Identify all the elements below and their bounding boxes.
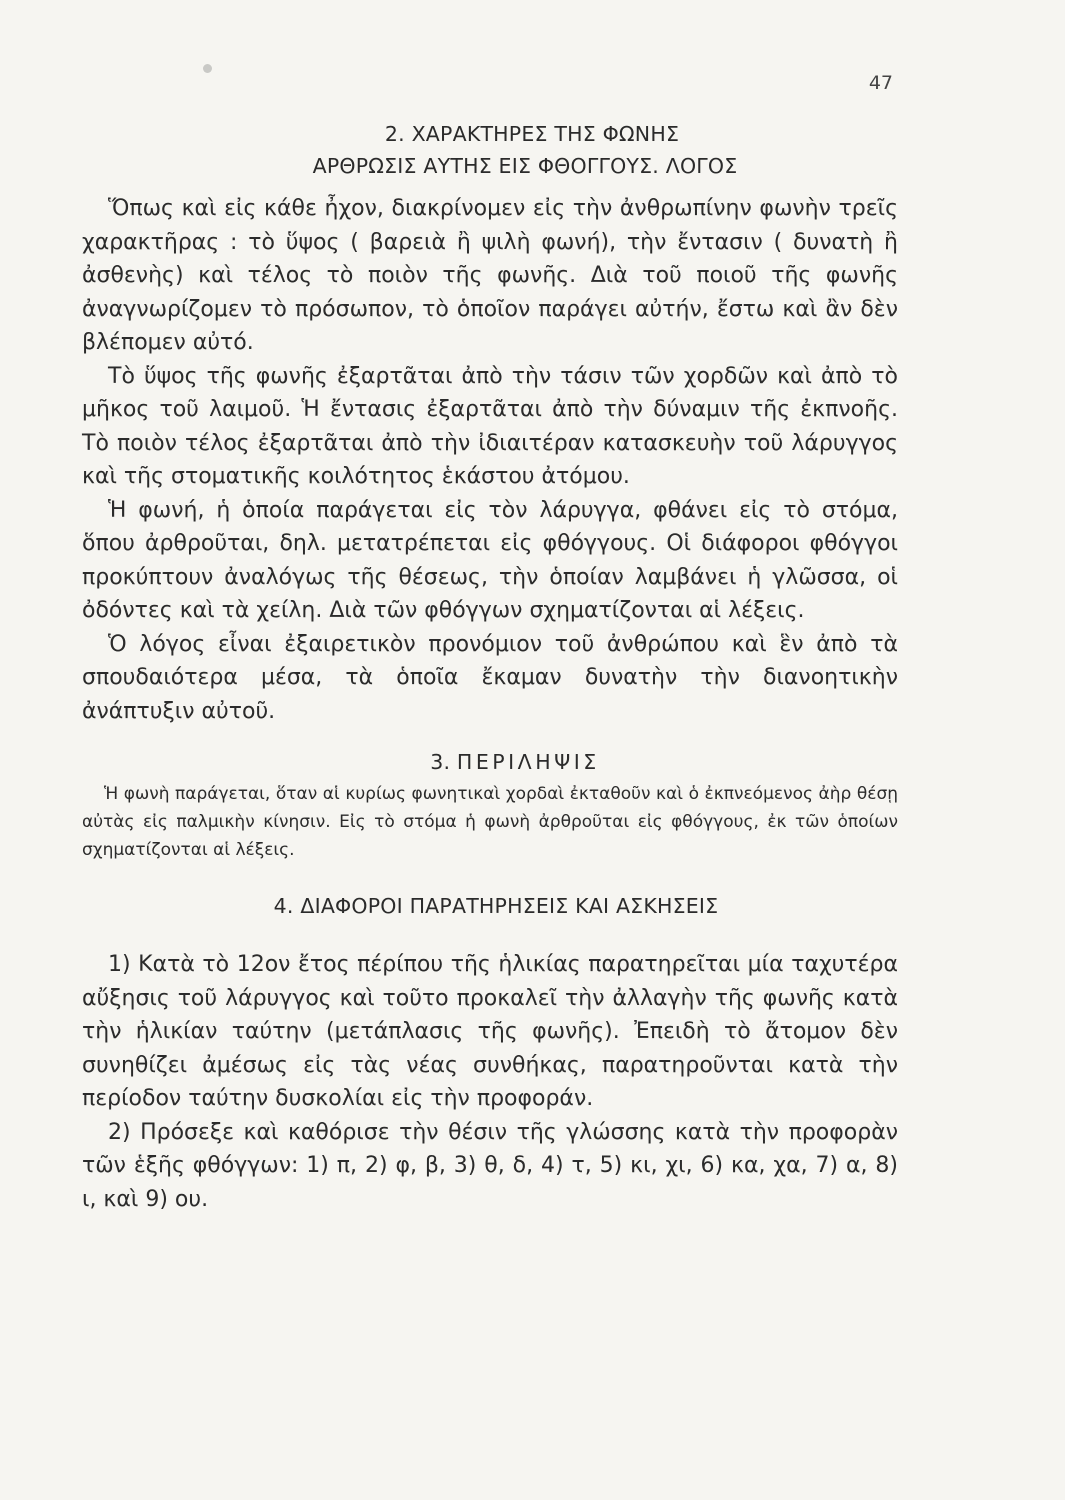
section-3-label: ΠΕΡΙΛΗΨΙΣ [456,750,600,774]
section-2-subtitle: ΑΡΘΡΩΣΙΣ ΑΥΤΗΣ ΕΙΣ ΦΘΟΓΓΟΥΣ. ΛΟΓΟΣ [312,154,738,178]
paragraph-articulation: Ἡ φωνή, ἡ ὁποία παράγεται εἰς τὸν λάρυγγα, φθάνει εἰς τὸ στόμα, ὅπου ἀρθροῦται, δηλ. μετατρέπεται εἰς φθόγγους. Οἱ διάφοροι φθόγγοι προκύπτουν ἀναλόγως τῆς θέσεως, τὴν ὁποίαν λαμβάνει ἡ γλῶσσα, οἱ ὀδόντες καὶ τὰ χείλη. Διὰ τῶν φθόγγων σχηματίζονται αἱ λέξεις. [82,497,898,623]
section-3-number: 3. [430,750,451,774]
print-dot [203,64,212,73]
section-2-title: 2. ΧΑΡΑΚΤΗΡΕΣ ΤΗΣ ΦΩΝΗΣ [384,122,680,146]
summary-paragraph: Ἡ φωνὴ παράγεται, ὅταν αἱ κυρίως φωνητικαὶ χορδαὶ ἐκταθοῦν καὶ ὁ ἐκπνεόμενος ἀὴρ θέσῃ αὐτὰς εἰς παλμικὴν κίνησιν. Εἰς τὸ στόμα ἡ φωνὴ ἀρθροῦται εἰς φθόγγους, ἐκ τῶν ὁποίων σχηματίζονται αἱ λέξεις. [82,784,898,860]
section-3-title [132,746,898,778]
paragraph-voice-characteristics: Ὅπως καὶ εἰς κάθε ἦχον, διακρίνομεν εἰς τὴν ἀνθρωπίνην φωνὴν τρεῖς χαρακτῆρας : τὸ ὕψος ( βαρειὰ ἢ ψιλὴ φωνή), τὴν ἔντασιν ( δυνατὴ ἢ ἀσθενὴς) καὶ τέλος τὸ ποιὸν τῆς φωνῆς. Διὰ τοῦ ποιοῦ τῆς φωνῆς ἀναγνωρίζομεν τὸ πρόσωπον, τὸ ὁποῖον παράγει αὐτήν, ἔστω καὶ ἂν δὲν βλέπομεν αὐτό. [82,196,898,355]
paragraph-pitch-intensity: Τὸ ὕψος τῆς φωνῆς ἐξαρτᾶται ἀπὸ τὴν τάσιν τῶν χορδῶν καὶ ἀπὸ τὸ μῆκος τοῦ λαιμοῦ. Ἡ ἔντασις ἐξαρτᾶται ἀπὸ τὴν δύναμιν τῆς ἐκπνοῆς. Τὸ ποιὸν τέλος ἐξαρτᾶται ἀπὸ τὴν ἰδιαιτέραν κατασκευὴν τοῦ λάρυγγος καὶ τῆς στοματικῆς κοιλότητος ἑκάστου ἀτόμου. [82,363,898,489]
page-content [82,118,898,1216]
exercise-1: 1) Κατὰ τὸ 12ον ἔτος πέρίπου τῆς ἡλικίας παρατηρεῖται μία ταχυτέρα αὔξησις τοῦ λάρυγγος καὶ τοῦτο προκαλεῖ τὴν ἀλλαγὴν τῆς φωνῆς κατὰ τὴν ἡλικίαν ταύτην (μετάπλασις τῆς φωνῆς). Ἐπειδὴ τὸ ἄτομον δὲν συνηθίζει ἀμέσως εἰς τὰς νέας συνθήκας, παρατηροῦνται κατὰ τὴν περίοδον ταύτην δυσκολίαι εἰς τὴν προφοράν. [82,952,898,1111]
paragraph-speech: Ὁ λόγος εἶναι ἐξαιρετικὸν προνόμιον τοῦ ἀνθρώπου καὶ ἓν ἀπὸ τὰ σπουδαιότερα μέσα, τὰ ὁποῖα ἔκαμαν δυνατὴν τὴν διανοητικὴν ἀνάπτυξιν αὐτοῦ. [82,631,898,724]
page-number: 47 [868,72,893,94]
exercise-2: 2) Πρόσεξε καὶ καθόρισε τὴν θέσιν τῆς γλώσσης κατὰ τὴν προφορὰν τῶν ἑξῆς φθόγγων: 1) π, 2) φ, β, 3) θ, δ, 4) τ, 5) κι, χι, 6) κα, χα, 7) α, 8) ι, καὶ 9) ου. [82,1119,898,1212]
section-4-title: 4. ΔΙΑΦΟΡΟΙ ΠΑΡΑΤΗΡΗΣΕΙΣ ΚΑΙ ΑΣΚΗΣΕΙΣ [273,894,719,918]
